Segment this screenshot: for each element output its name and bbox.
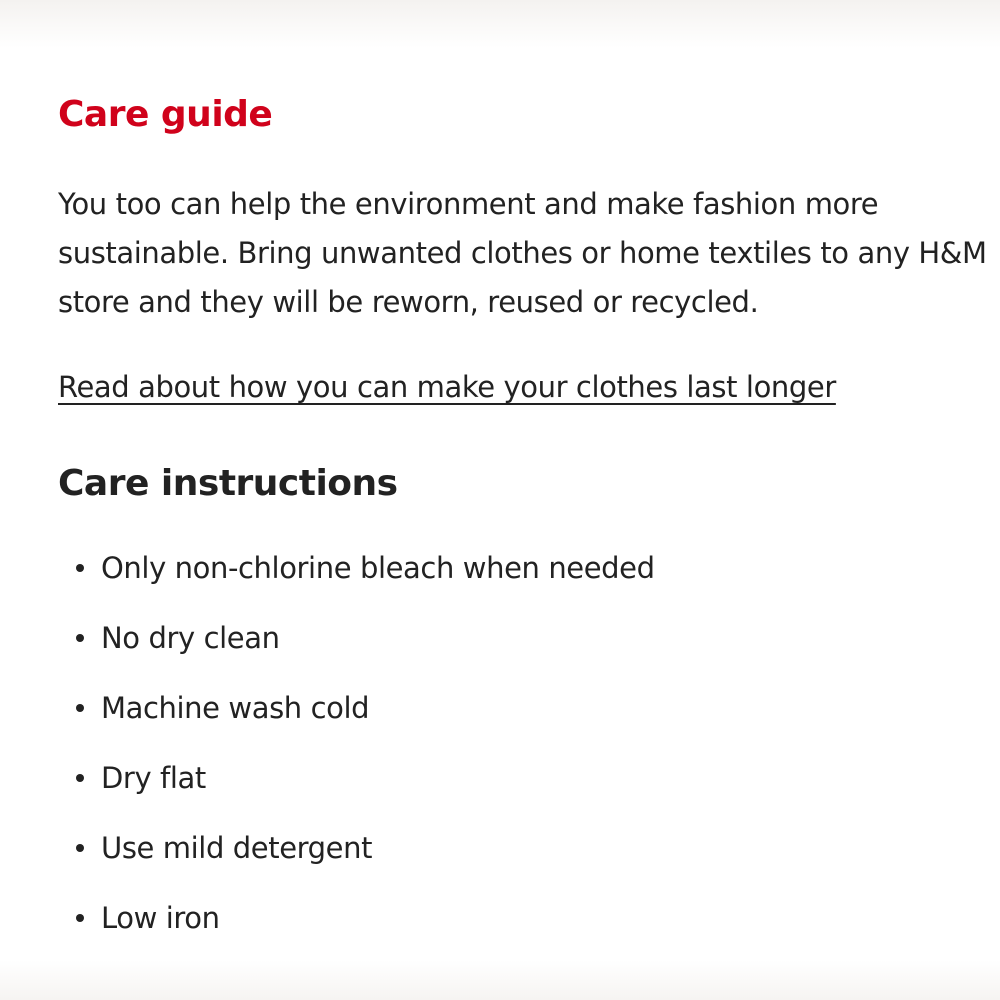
care-instruction-item <box>58 533 988 603</box>
care-instruction-text: No dry clean <box>101 621 280 655</box>
bullet-icon <box>76 774 84 782</box>
care-instruction-text: Use mild detergent <box>101 831 373 865</box>
care-instruction-text: Low iron <box>101 901 220 935</box>
care-instruction-text: Machine wash cold <box>101 691 370 725</box>
care-instruction-item <box>58 743 988 813</box>
clothes-last-longer-link[interactable]: Read about how you can make your clothes last longer <box>58 370 836 404</box>
care-instructions-list <box>58 533 988 953</box>
care-guide-title: Care guide <box>58 94 273 135</box>
top-fade <box>0 0 1000 48</box>
bullet-icon <box>76 704 84 712</box>
bullet-icon <box>76 634 84 642</box>
bullet-icon <box>76 914 84 922</box>
care-instruction-item <box>58 883 988 953</box>
care-instruction-item <box>58 673 988 743</box>
bottom-fade <box>0 960 1000 1000</box>
care-content <box>58 90 988 953</box>
care-instruction-item <box>58 813 988 883</box>
care-guide-text: You too can help the environment and make fashion more sustainable. Bring unwanted clothes or home textiles to any H&M store and they will be reworn, reused or recycled. <box>58 187 987 319</box>
care-instructions-title: Care instructions <box>58 463 398 504</box>
care-instruction-text: Only non-chlorine bleach when needed <box>101 551 655 585</box>
care-instruction-text: Dry flat <box>101 761 206 795</box>
bullet-icon <box>76 844 84 852</box>
care-instruction-item <box>58 603 988 673</box>
bullet-icon <box>76 564 84 572</box>
